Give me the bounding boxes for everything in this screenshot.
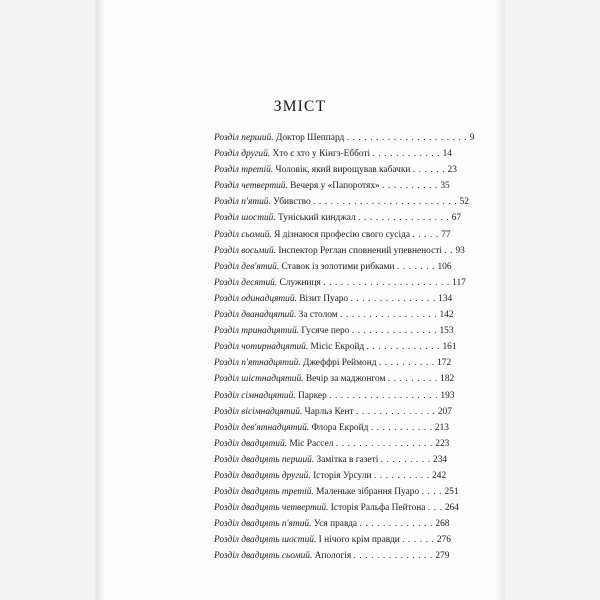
toc-entry[interactable] — [214, 178, 510, 194]
toc-chapter-label: Розділ шостий. — [214, 213, 276, 224]
toc-page-number: 14 — [442, 149, 452, 160]
toc-page-number: 9 — [469, 133, 475, 143]
toc-chapter-label: Розділ сімнадцятий. — [214, 390, 296, 401]
toc-leader-dots: . . . . . . . . . . . . . . — [353, 551, 433, 562]
toc-chapter-label: Розділ чотирнадцятий. — [214, 342, 309, 353]
toc-entry[interactable] — [214, 436, 510, 452]
toc-leader-dots: . . . . . . . . . . . . . . . . . . . — [329, 390, 439, 401]
toc-entry-title: Уся правда — [311, 519, 360, 530]
toc-entry-title: Чоловік, який вирощував кабачки — [273, 165, 413, 176]
toc-entry[interactable] — [214, 339, 510, 355]
toc-entry-title: Міс Рассел — [286, 438, 336, 449]
toc-chapter-label: Розділ восьмий. — [214, 245, 277, 256]
page-title: ЗМІСТ — [273, 98, 327, 115]
toc-entry-title: І нічого крім правди — [316, 535, 403, 546]
toc-page-number: 67 — [451, 213, 462, 224]
toc-chapter-label: Розділ тринадцятий. — [214, 326, 300, 337]
toc-entry-title: Маленьке зібрання Пуаро — [313, 487, 422, 498]
toc-leader-dots: . . . . . . . . . . . . . . . . — [358, 213, 450, 224]
toc-leader-dots: . . . . . . . . . . — [382, 181, 438, 192]
toc-page-number: 207 — [437, 406, 452, 417]
toc-entry-title: Джеффрі Реймонд — [300, 358, 379, 369]
toc-entry-title: Служниця — [277, 277, 324, 288]
toc-leader-dots: . . . . . . . . . . . . . . . . . . . . . . . . . — [313, 197, 458, 208]
toc-entry-title: Вечеря у «Папоротях» — [287, 181, 383, 192]
toc-page-number: 279 — [435, 551, 450, 562]
toc-leader-dots: . . . . . . . . . . . . . . . . . — [340, 310, 438, 321]
toc-entry[interactable] — [214, 243, 510, 259]
toc-entry-title: Хто є хто у Кінгз-Ебботі — [270, 149, 373, 160]
toc-chapter-label: Розділ дев'ятнадцятий. — [214, 422, 310, 433]
toc-chapter-label: Розділ двадцять другий. — [214, 470, 311, 481]
toc-page-number: 276 — [436, 535, 451, 546]
toc-entry[interactable] — [214, 420, 510, 436]
toc-chapter-label: Розділ вісімнадцятий. — [214, 406, 303, 417]
toc-entry-title: Доктор Шеппард — [273, 133, 347, 143]
toc-chapter-label: Розділ десятий. — [214, 277, 278, 288]
toc-leader-dots: . . . . . . . . . . — [378, 358, 435, 369]
toc-leader-dots: . . . . . . . . . . . . . . . . . — [335, 438, 433, 449]
toc-leader-dots: . . — [444, 245, 454, 256]
toc-entry[interactable] — [214, 162, 510, 178]
toc-leader-dots: . . . . — [421, 487, 443, 498]
toc-entry-title: Інспектор Реглан сповнений упевненості — [276, 245, 445, 256]
toc-entry[interactable] — [214, 355, 510, 371]
toc-page-number: 264 — [444, 503, 459, 514]
toc-entry-title: Візит Пуаро — [296, 293, 351, 304]
toc-chapter-label: Розділ четвертий. — [214, 181, 288, 192]
toc-leader-dots: . . . . . . . . . . — [373, 470, 430, 481]
toc-page-number: 117 — [452, 277, 466, 288]
toc-page-number: 223 — [435, 438, 450, 449]
toc-chapter-label: Розділ дванадцятий. — [214, 310, 297, 321]
toc-chapter-label: Розділ двадцять перший. — [214, 454, 315, 465]
toc-page-number: 52 — [459, 197, 469, 208]
toc-chapter-label: Розділ двадцять третій. — [214, 487, 314, 498]
toc-entry-title: Апологія — [312, 551, 354, 562]
toc-page-number: 193 — [440, 390, 455, 401]
toc-entry[interactable] — [214, 227, 510, 243]
toc-leader-dots: . . . — [427, 503, 443, 514]
toc-entry-title: Я дізнаюся професію свого сусіда — [271, 229, 413, 240]
toc-entry[interactable] — [214, 500, 510, 516]
toc-entry-title: За столом — [296, 310, 341, 321]
toc-leader-dots: . . . . . — [412, 229, 439, 240]
toc-entry[interactable] — [214, 532, 510, 548]
toc-leader-dots: . . . . . . . . . . . . — [372, 149, 441, 160]
toc-chapter-label: Розділ шістнадцятий. — [214, 374, 304, 385]
toc-entry-title: Паркер — [295, 390, 330, 401]
toc-entry[interactable] — [214, 194, 510, 210]
toc-page-number: 153 — [439, 326, 454, 337]
toc-leader-dots: . . . . . . . . . — [380, 454, 431, 465]
table-of-contents — [214, 130, 510, 565]
toc-chapter-label: Розділ двадцять сьомий. — [214, 551, 313, 562]
toc-leader-dots: . . . . . . . . . . . . . . . . . . . . . — [346, 133, 468, 143]
toc-leader-dots: . . . . . . . . . . . . . . . . . . . . . . — [323, 277, 450, 288]
toc-page-number: 77 — [441, 229, 451, 240]
toc-entry[interactable] — [214, 516, 510, 532]
toc-page-number: 268 — [435, 519, 450, 530]
toc-entry-title: Вечір за маджонгом — [303, 374, 388, 385]
toc-chapter-label: Розділ п'ятнадцятий. — [214, 358, 301, 369]
toc-entry[interactable] — [214, 259, 510, 275]
toc-chapter-label: Розділ двадцять шостий. — [214, 535, 317, 546]
toc-page-number: 234 — [433, 454, 448, 465]
toc-leader-dots: . . . . . . . . . — [387, 374, 438, 385]
toc-entry[interactable] — [214, 275, 510, 291]
toc-page-number: 251 — [444, 487, 459, 498]
toc-entry-title: Чарльз Кент — [302, 406, 356, 417]
toc-entry-title: Флора Екройд — [309, 422, 371, 433]
toc-entry[interactable] — [214, 130, 510, 146]
toc-entry[interactable] — [214, 291, 510, 307]
toc-leader-dots: . . . . . . . . . . . . . . . — [351, 326, 438, 337]
toc-entry-title: Туніський кинджал — [275, 213, 359, 224]
toc-chapter-label: Розділ двадцять четвертий. — [214, 503, 329, 514]
toc-entry[interactable] — [214, 371, 510, 387]
toc-entry[interactable] — [214, 388, 510, 404]
toc-entry-title: Замітка в газеті — [314, 454, 381, 465]
toc-page-number: 213 — [434, 422, 449, 433]
toc-chapter-label: Розділ одинадцятий. — [214, 293, 297, 304]
toc-entry[interactable] — [214, 146, 510, 162]
toc-entry[interactable] — [214, 307, 510, 323]
toc-page-number: 93 — [455, 245, 465, 256]
toc-entry[interactable] — [214, 323, 510, 339]
toc-leader-dots: . . . . . . . — [396, 261, 436, 272]
toc-entry[interactable] — [214, 484, 510, 500]
toc-leader-dots: . . . . . . . . . . . . . . — [356, 406, 436, 417]
toc-chapter-label: Розділ п'ятий. — [214, 197, 271, 208]
toc-chapter-label: Розділ двадцятий. — [214, 438, 287, 449]
toc-leader-dots: . . . . . . . . . . . . . . . — [350, 293, 436, 304]
book-page — [96, 0, 504, 600]
toc-leader-dots: . . . . . . . . . . . . . — [359, 519, 434, 530]
toc-page-number: 134 — [438, 293, 453, 304]
toc-page-number: 106 — [437, 261, 452, 272]
toc-page-number: 172 — [437, 358, 452, 369]
toc-page-number: 161 — [442, 342, 457, 353]
toc-leader-dots: . . . . . . — [402, 535, 435, 546]
toc-page-number: 23 — [447, 165, 457, 176]
toc-page-number: 242 — [432, 470, 447, 481]
toc-chapter-label: Розділ двадцять п'ятий. — [214, 519, 312, 530]
toc-leader-dots: . . . . . . — [412, 165, 446, 176]
toc-entry[interactable] — [214, 468, 510, 484]
toc-entry[interactable] — [214, 452, 510, 468]
toc-leader-dots: . . . . . . . . . . . — [370, 422, 433, 433]
toc-entry-title: Убивство — [270, 197, 314, 208]
toc-entry[interactable] — [214, 548, 510, 564]
toc-entry-title: Історія Урсули — [310, 470, 374, 481]
toc-page-number: 35 — [440, 181, 450, 192]
toc-chapter-label: Розділ сьомий. — [214, 229, 272, 240]
toc-chapter-label: Розділ третій. — [214, 165, 274, 176]
toc-chapter-label: Розділ дев'ятий. — [214, 261, 280, 272]
toc-page-number: 142 — [439, 310, 454, 321]
toc-leader-dots: . . . . . . . . . . . . . — [366, 342, 441, 353]
toc-entry-title: Місіс Екройд — [308, 342, 367, 353]
toc-entry[interactable] — [214, 210, 510, 226]
toc-entry-title: Історія Ральфа Пейтона — [328, 503, 428, 514]
toc-entry-title: Ставок із золотими рибками — [279, 261, 397, 272]
toc-entry[interactable] — [214, 404, 510, 420]
toc-chapter-label: Розділ другий. — [214, 149, 271, 160]
page-content — [96, 0, 504, 600]
toc-page-number: 182 — [440, 374, 455, 385]
toc-entry-title: Гусяче перо — [299, 326, 352, 337]
toc-chapter-label: Розділ перший. — [214, 133, 274, 143]
